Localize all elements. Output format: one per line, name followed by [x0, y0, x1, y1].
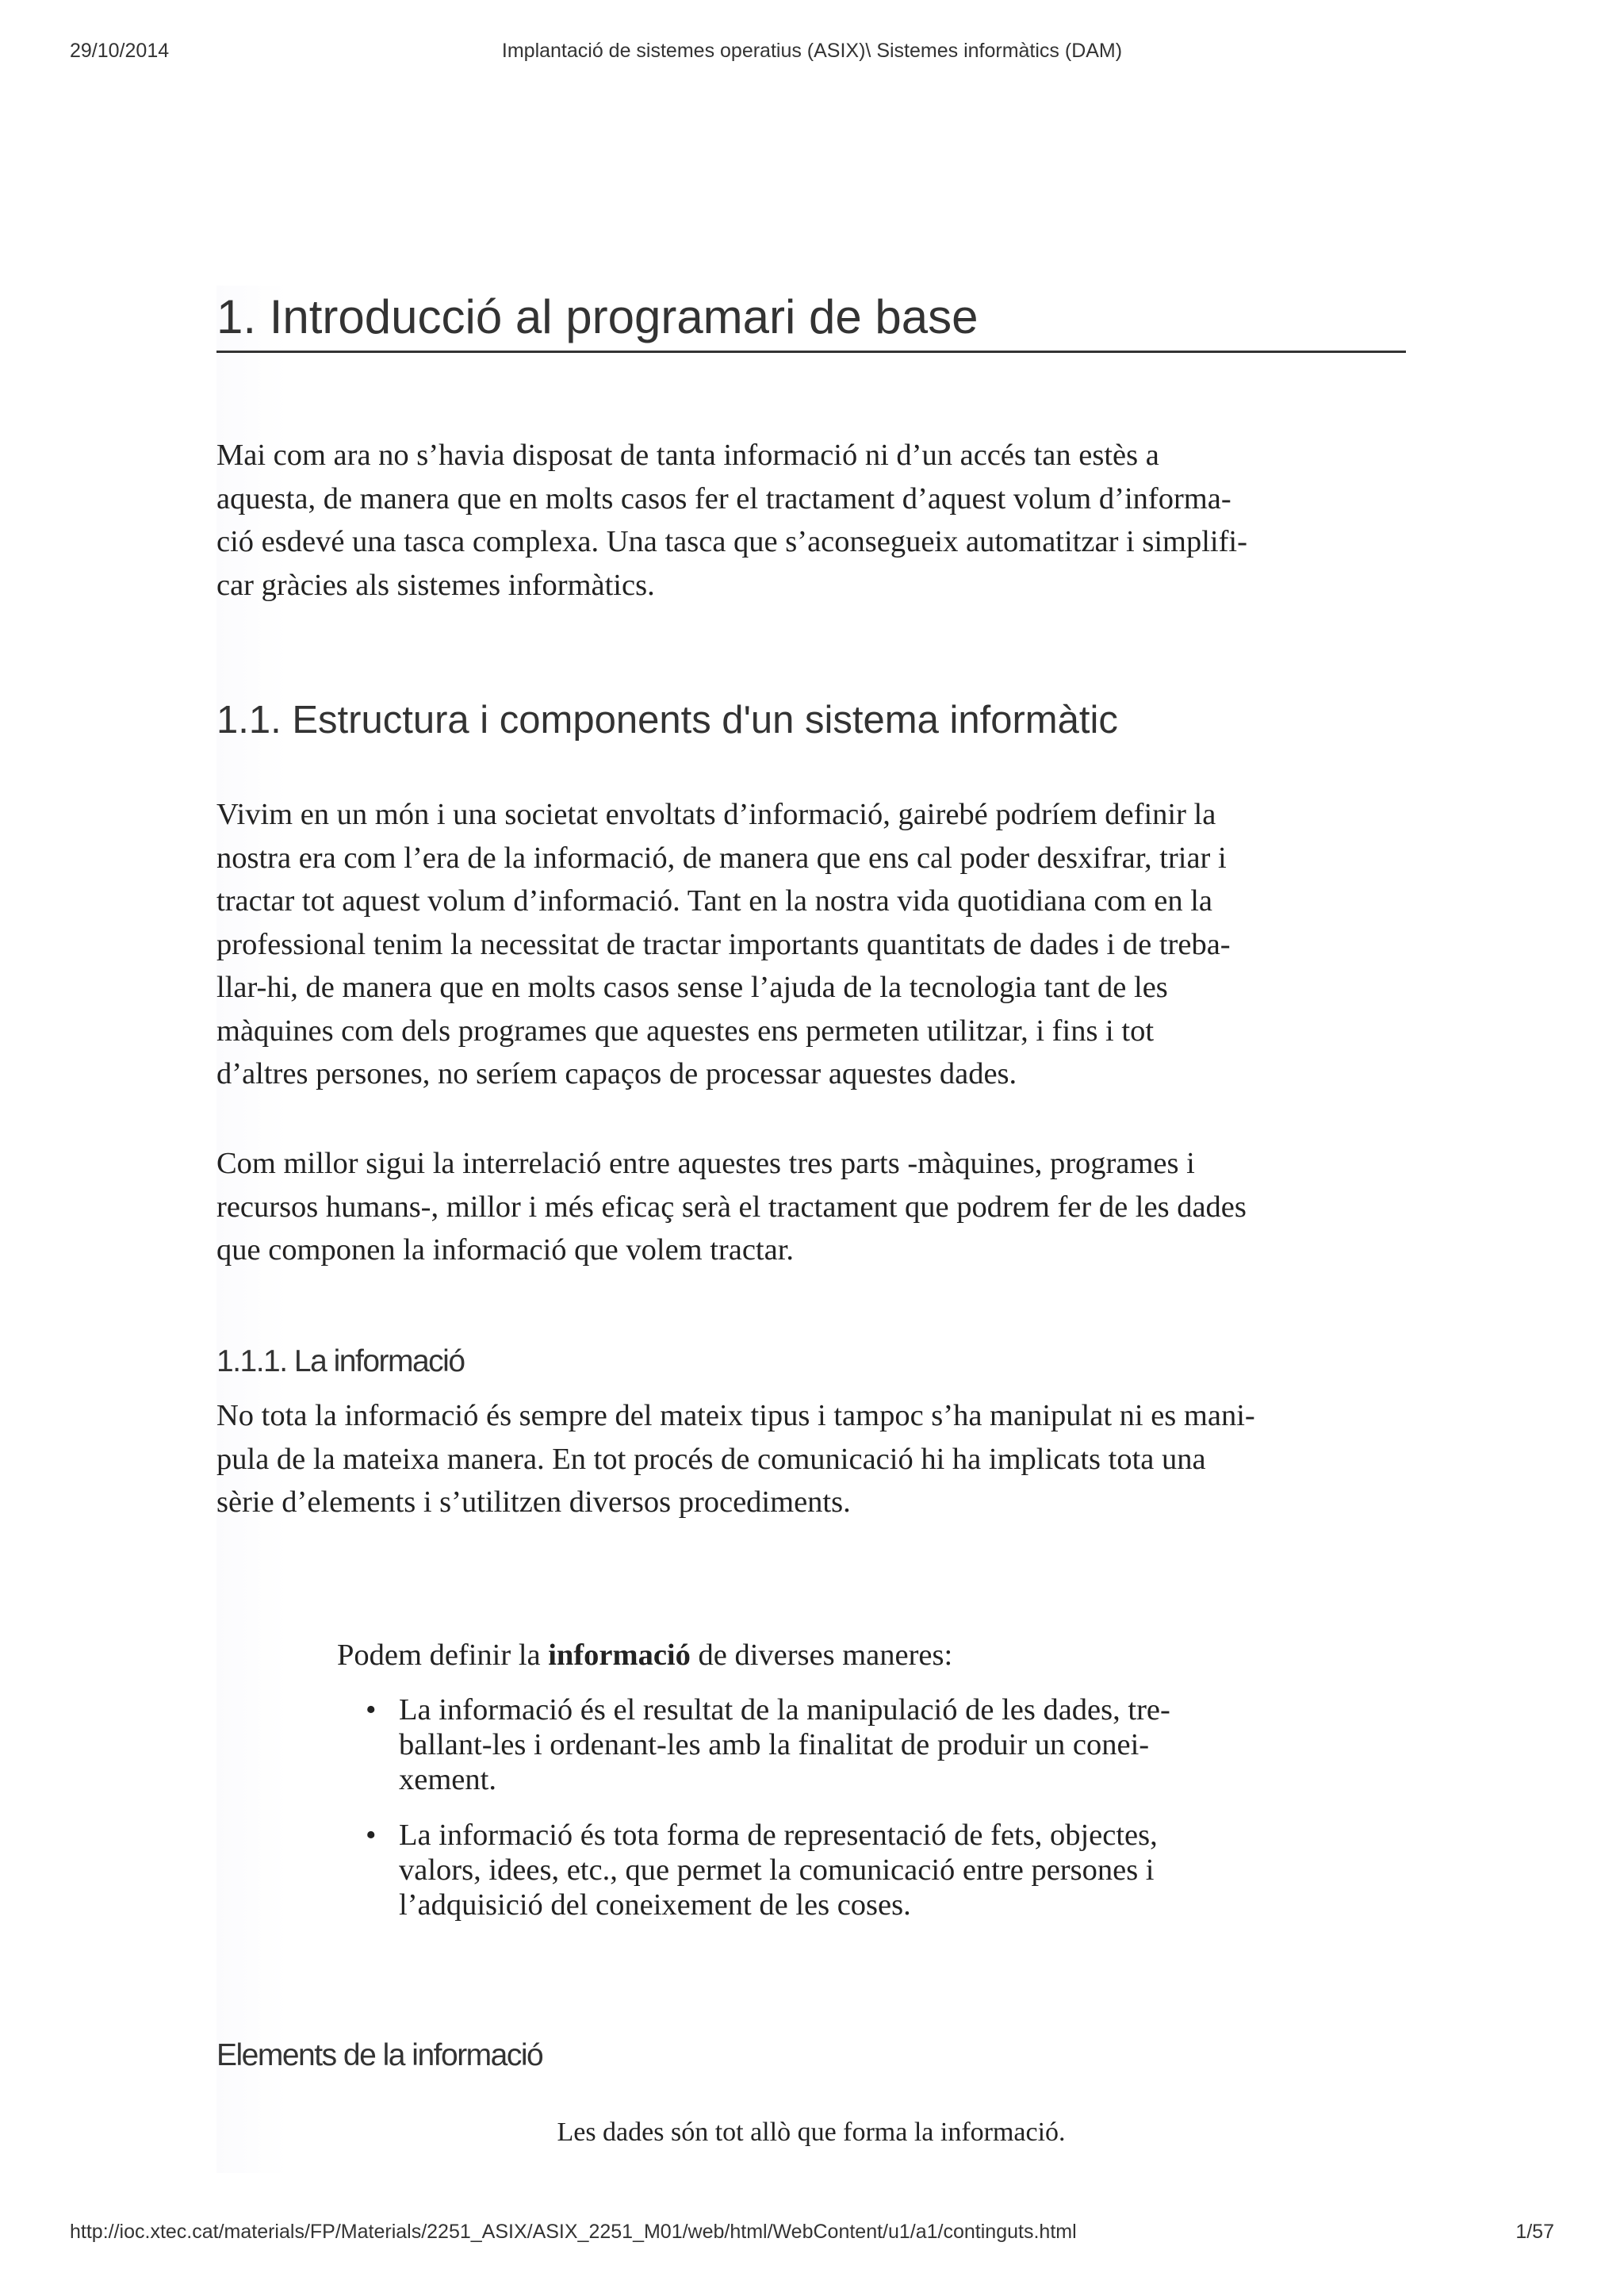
- bullet-icon: •: [366, 1819, 377, 1852]
- print-footer: [70, 2221, 1554, 2252]
- page-url: http://ioc.xtec.cat/materials/FP/Materials/2251_ASIX/ASIX_2251_M01/web/html/WebContent/u1/a1/continguts.html: [70, 2221, 1077, 2243]
- text-line: l’adquisició del coneixement de les coses.: [399, 1888, 911, 1922]
- text-line: La informació és el resultat de la manipulació de les dades, tre-: [399, 1693, 1170, 1727]
- main-content: [216, 286, 1406, 2173]
- text-line: No tota la informació és sempre del mateix tipus i tampoc s’ha manipulat ni es mani-: [216, 1399, 1255, 1432]
- text-line: recursos humans-, millor i més eficaç serà el tractament que podrem fer de les dades: [216, 1190, 1247, 1224]
- closing-sentence: Les dades són tot allò que forma la informació.: [557, 2118, 1066, 2147]
- text-line: tractar tot aquest volum d’informació. Tant en la nostra vida quotidiana com en la: [216, 884, 1213, 918]
- definition-term: informació: [548, 1639, 691, 1672]
- chapter-title: 1. Introducció al programari de base: [216, 286, 1406, 353]
- text-line: que componen la informació que volem tractar.: [216, 1233, 795, 1267]
- subsection-heading: 1.1.1. La informació: [216, 1344, 465, 1378]
- print-date: 29/10/2014: [70, 40, 170, 62]
- intro-paragraph: [216, 434, 1406, 607]
- definition-intro-text: de diverses maneres:: [690, 1639, 953, 1672]
- definition-intro: [337, 1634, 1281, 1677]
- text-line: màquines com dels programes que aquestes ens permeten utilitzar, i fins i tot: [216, 1014, 1155, 1048]
- text-line: La informació és tota forma de representació de fets, objectes,: [399, 1819, 1158, 1852]
- list-item: [366, 1692, 1231, 1797]
- text-line: xement.: [399, 1763, 496, 1796]
- definition-list: [337, 1692, 1281, 1922]
- text-line: professional tenim la necessitat de tractar importants quantitats de dades i de treba-: [216, 927, 1231, 961]
- text-line: car gràcies als sistemes informàtics.: [216, 568, 655, 602]
- structure-paragraph: [216, 793, 1406, 1096]
- text-line: aquesta, de manera que en molts casos fer el tractament d’aquest volum d’informa-: [216, 481, 1231, 516]
- text-line: sèrie d’elements i s’utilitzen diversos procediments.: [216, 1485, 851, 1519]
- text-line: valors, idees, etc., que permet la comunicació entre persones i: [399, 1853, 1155, 1887]
- list-item: [366, 1818, 1231, 1922]
- text-line: Vivim en un món i una societat envoltats d’informació, gairebé podríem definir la: [216, 798, 1216, 831]
- text-line: Mai com ara no s’havia disposat de tanta informació ni d’un accés tan estès a: [216, 439, 1159, 472]
- definition-intro-text: Podem definir la: [337, 1639, 549, 1672]
- definition-box: [337, 1634, 1281, 1943]
- text-line: ballant-les i ordenant-les amb la finalitat de produir un conei-: [399, 1728, 1150, 1761]
- text-line: Com millor sigui la interrelació entre aquestes tres parts -màquines, programes i: [216, 1147, 1195, 1180]
- text-line: pula de la mateixa manera. En tot procés de comunicació hi ha implicats tota una: [216, 1442, 1206, 1476]
- print-header: [70, 40, 1554, 71]
- text-line: d’altres persones, no seríem capaços de processar aquestes dades.: [216, 1057, 1017, 1090]
- text-line: llar-hi, de manera que en molts casos sense l’ajuda de la tecnologia tant de les: [216, 971, 1168, 1004]
- bullet-icon: •: [366, 1693, 377, 1727]
- document-title: Implantació de sistemes operatius (ASIX)\ Sistemes informàtics (DAM): [501, 40, 1123, 62]
- page-number: 1/57: [1515, 2221, 1554, 2243]
- interrelation-paragraph: [216, 1142, 1406, 1272]
- section-heading: 1.1. Estructura i components d'un sistema informàtic: [216, 699, 1118, 742]
- text-line: nostra era com l’era de la informació, de manera que ens cal poder desxifrar, triar i: [216, 841, 1227, 875]
- elements-heading: Elements de la informació: [216, 2038, 543, 2072]
- text-line: ció esdevé una tasca complexa. Una tasca que s’aconsegueix automatitzar i simplifi-: [216, 525, 1247, 558]
- information-paragraph: [216, 1394, 1406, 1524]
